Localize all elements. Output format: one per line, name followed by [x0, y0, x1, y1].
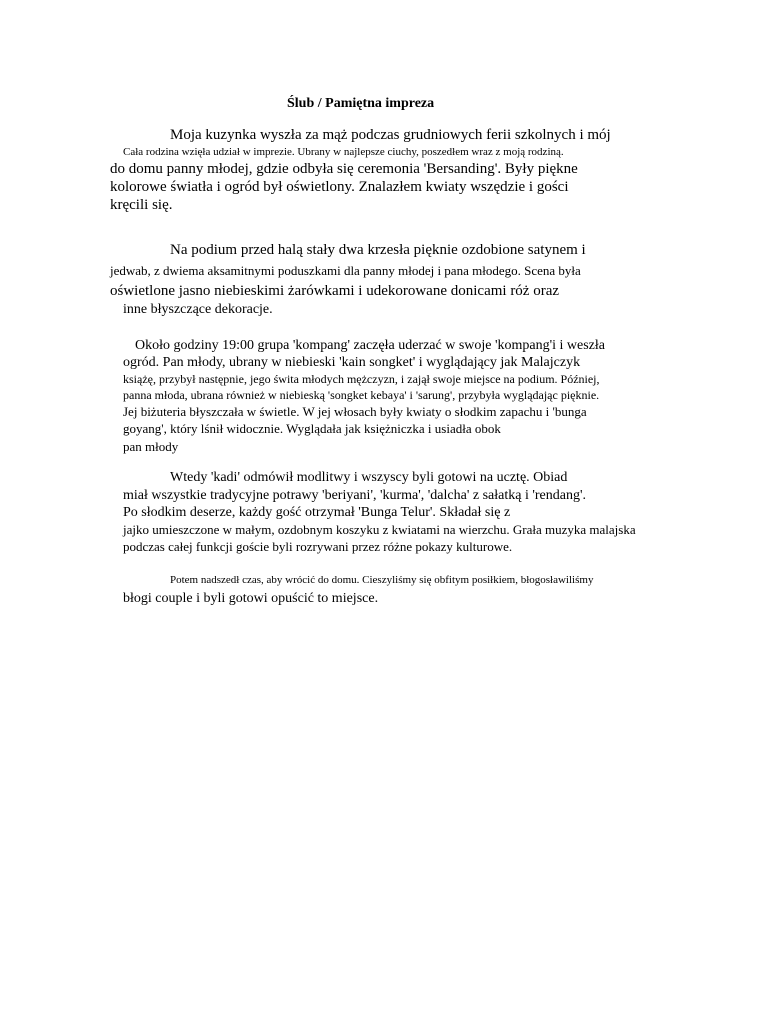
paragraph-1-line-1: Moja kuzynka wyszła za mąż podczas grudniowych ferii szkolnych i mój	[170, 127, 611, 143]
paragraph-1-line-5: kręcili się.	[110, 197, 173, 213]
paragraph-2-line-1: Na podium przed halą stały dwa krzesła pięknie ozdobione satynem i	[170, 242, 586, 258]
paragraph-2-line-3: oświetlone jasno niebieskimi żarówkami i udekorowane donicami róż oraz	[110, 283, 560, 299]
paragraph-1-line-3: do domu panny młodej, gdzie odbyła się ceremonia 'Bersanding'. Były piękne	[110, 161, 578, 177]
paragraph-3-line-4: panna młoda, ubrana również w niebieską 'songket kebaya' i 'sarung', przybyła wyglądając pięknie.	[123, 388, 600, 402]
paragraph-4-line-2: miał wszystkie tradycyjne potrawy 'beriyani', 'kurma', 'dalcha' z sałatką i 'rendang'.	[123, 488, 586, 503]
paragraph-4-line-4: jajko umieszczone w małym, ozdobnym koszyku z kwiatami na wierzchu. Grała muzyka malajska	[123, 522, 636, 537]
paragraph-2-line-2: jedwab, z dwiema aksamitnymi poduszkami dla panny młodej i pana młodego. Scena była	[110, 263, 581, 278]
paragraph-4-line-3: Po słodkim deserze, każdy gość otrzymał 'Bunga Telur'. Składał się z	[123, 505, 511, 520]
paragraph-1-line-2: Cała rodzina wzięła udział w imprezie. Ubrany w najlepsze ciuchy, poszedłem wraz z moją rodziną.	[123, 146, 564, 158]
paragraph-1-line-4: kolorowe światła i ogród był oświetlony. Znalazłem kwiaty wszędzie i gości	[110, 179, 569, 195]
paragraph-3-line-6: goyang', który lśnił widocznie. Wyglądała jak księżniczka i usiadła obok	[123, 421, 501, 436]
paragraph-4-line-5: podczas całej funkcji goście byli rozrywani przez różne pokazy kulturowe.	[123, 539, 513, 554]
paragraph-3-line-2: ogród. Pan młody, ubrany w niebieski 'kain songket' i wyglądający jak Malajczyk	[123, 355, 581, 370]
paragraph-3-line-5: Jej biżuteria błyszczała w świetle. W jej włosach były kwiaty o słodkim zapachu i 'bunga	[123, 404, 587, 419]
paragraph-2-line-4: inne błyszczące dekoracje.	[123, 302, 273, 317]
paragraph-3-line-1: Około godziny 19:00 grupa 'kompang' zaczęła uderzać w swoje 'kompang'i i weszła	[135, 338, 605, 353]
paragraph-5-line-2: błogi couple i byli gotowi opuścić to miejsce.	[123, 591, 379, 606]
document-title: Ślub / Pamiętna impreza	[287, 96, 435, 111]
paragraph-3-line-7: pan młody	[123, 439, 179, 454]
paragraph-5-line-1: Potem nadszedł czas, aby wrócić do domu. Cieszyliśmy się obfitym posiłkiem, błogosławiliśmy	[170, 574, 594, 586]
paragraph-4-line-1: Wtedy 'kadi' odmówił modlitwy i wszyscy byli gotowi na ucztę. Obiad	[170, 470, 568, 485]
paragraph-3-line-3: książę, przybył następnie, jego świta młodych mężczyzn, i zajął swoje miejsce na podium. Później,	[123, 372, 600, 386]
